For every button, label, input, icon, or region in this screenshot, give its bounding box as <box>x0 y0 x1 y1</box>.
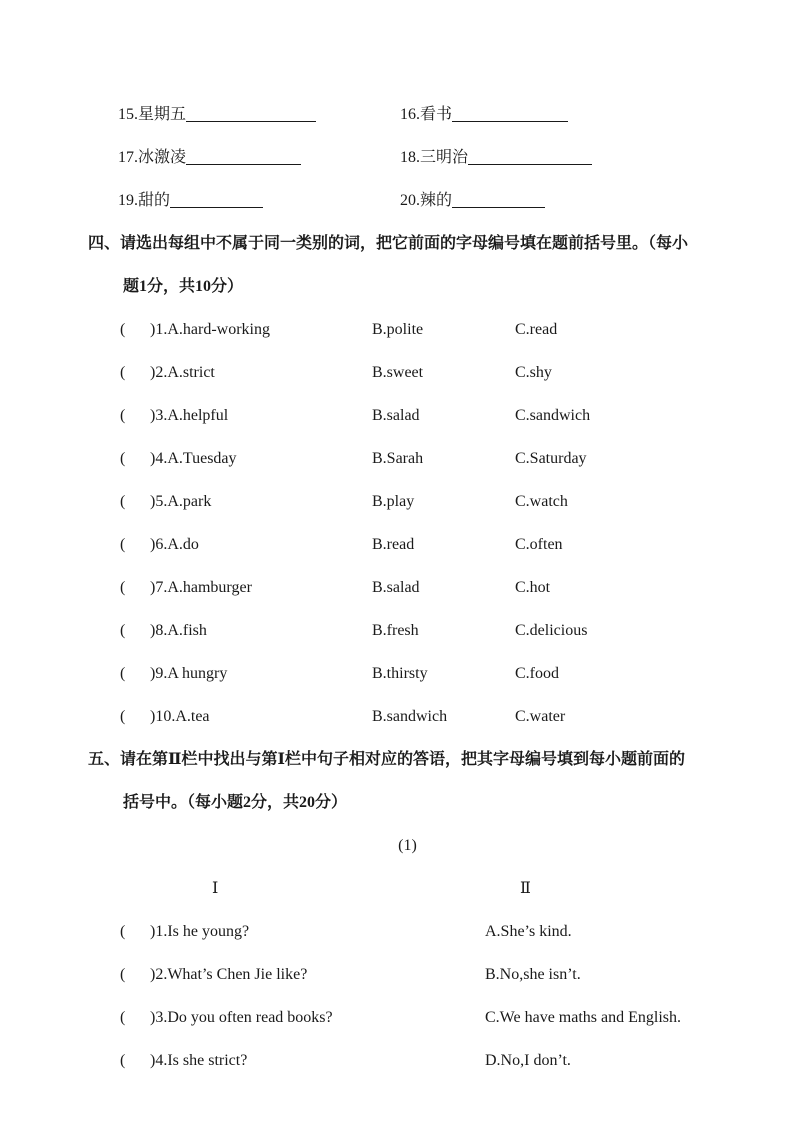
option-b: B.salad <box>372 579 420 596</box>
matching-row-4 <box>0 1050 793 1072</box>
answer-bracket: ( <box>120 407 126 424</box>
option-a: )8.A.fish <box>150 622 207 639</box>
option-c: C.food <box>515 665 559 682</box>
option-a: )6.A.do <box>150 536 199 553</box>
option-b: B.thirsty <box>372 665 428 682</box>
odd-one-out-row-10 <box>0 706 793 728</box>
answer-bracket: ( <box>120 450 126 467</box>
answer-bracket: ( <box>120 923 126 940</box>
section5-heading-line1: 五、请在第Ⅱ栏中找出与第Ⅰ栏中句子相对应的答语，把其字母编号填到每小题前面的 <box>88 751 685 768</box>
question-text: )4.Is she strict? <box>150 1052 248 1069</box>
option-c: C.read <box>515 321 558 338</box>
column-header-ii: Ⅱ <box>520 880 531 897</box>
section4-heading-line2: 题1分，共10分） <box>123 278 244 295</box>
option-a: )4.A.Tuesday <box>150 450 237 467</box>
odd-one-out-row-9 <box>0 663 793 685</box>
vocab-row-3 <box>0 190 793 212</box>
question-text: )3.Do you often read books? <box>150 1009 333 1026</box>
answer-bracket: ( <box>120 364 126 381</box>
vocab-blank-19 <box>170 192 263 208</box>
option-b: B.read <box>372 536 415 553</box>
answer-bracket: ( <box>120 1009 126 1026</box>
section5-heading-line2: 括号中。（每小题2分，共20分） <box>123 794 348 811</box>
vocab-item-19-label: 19.甜的 <box>118 192 171 209</box>
option-c: C.sandwich <box>515 407 591 424</box>
vocab-blank-20 <box>452 192 545 208</box>
option-b: B.play <box>372 493 415 510</box>
answer-text: B.No,she isn’t. <box>485 966 581 983</box>
option-b: B.sweet <box>372 364 424 381</box>
vocab-row-1 <box>0 104 793 126</box>
answer-text: C.We have maths and English. <box>485 1009 682 1026</box>
odd-one-out-row-1 <box>0 319 793 341</box>
odd-one-out-row-7 <box>0 577 793 599</box>
vocab-blank-16 <box>452 106 568 122</box>
vocab-item-20 <box>400 190 545 212</box>
column-headers <box>0 878 793 900</box>
option-b: B.Sarah <box>372 450 424 467</box>
matching-row-1 <box>0 921 793 943</box>
answer-bracket: ( <box>120 1052 126 1069</box>
vocab-blank-18 <box>468 149 592 165</box>
vocab-item-16 <box>400 104 568 126</box>
option-c: C.often <box>515 536 563 553</box>
part-label: (1) <box>398 837 417 854</box>
answer-bracket: ( <box>120 321 126 338</box>
matching-row-3 <box>0 1007 793 1029</box>
vocab-item-17-label: 17.冰激凌 <box>118 149 187 166</box>
vocab-row-2 <box>0 147 793 169</box>
section4-heading-line1: 四、请选出每组中不属于同一类别的词，把它前面的字母编号填在题前括号里。（每小 <box>88 235 689 252</box>
answer-bracket: ( <box>120 966 126 983</box>
vocab-item-20-label: 20.辣的 <box>400 192 453 209</box>
odd-one-out-row-3 <box>0 405 793 427</box>
vocab-item-15-label: 15.星期五 <box>118 106 187 123</box>
vocab-item-15 <box>118 104 400 126</box>
option-a: )7.A.hamburger <box>150 579 252 596</box>
option-b: B.polite <box>372 321 424 338</box>
matching-row-2 <box>0 964 793 986</box>
answer-bracket: ( <box>120 579 126 596</box>
vocab-item-19 <box>118 190 400 212</box>
vocab-blank-17 <box>186 149 301 165</box>
odd-one-out-row-2 <box>0 362 793 384</box>
answer-bracket: ( <box>120 622 126 639</box>
odd-one-out-row-4 <box>0 448 793 470</box>
option-b: B.fresh <box>372 622 419 639</box>
option-b: B.sandwich <box>372 708 448 725</box>
vocab-item-18-label: 18.三明治 <box>400 149 469 166</box>
option-c: C.watch <box>515 493 568 510</box>
column-header-i: Ⅰ <box>212 880 219 897</box>
answer-bracket: ( <box>120 536 126 553</box>
question-text: )1.Is he young? <box>150 923 250 940</box>
answer-text: A.She’s kind. <box>485 923 572 940</box>
vocab-item-18 <box>400 147 592 169</box>
option-c: C.shy <box>515 364 552 381</box>
odd-one-out-row-6 <box>0 534 793 556</box>
option-a: )5.A.park <box>150 493 212 510</box>
option-a: )2.A.strict <box>150 364 215 381</box>
option-a: )10.A.tea <box>150 708 210 725</box>
option-c: C.water <box>515 708 566 725</box>
option-c: C.hot <box>515 579 551 596</box>
question-text: )2.What’s Chen Jie like? <box>150 966 308 983</box>
option-a: )3.A.helpful <box>150 407 229 424</box>
odd-one-out-row-8 <box>0 620 793 642</box>
option-a: )9.A hungry <box>150 665 228 682</box>
answer-bracket: ( <box>120 708 126 725</box>
vocab-blank-15 <box>186 106 316 122</box>
answer-text: D.No,I don’t. <box>485 1052 571 1069</box>
answer-bracket: ( <box>120 493 126 510</box>
option-c: C.delicious <box>515 622 588 639</box>
vocab-item-17 <box>118 147 400 169</box>
vocab-item-16-label: 16.看书 <box>400 106 453 123</box>
odd-one-out-row-5 <box>0 491 793 513</box>
answer-bracket: ( <box>120 665 126 682</box>
option-a: )1.A.hard-working <box>150 321 270 338</box>
option-b: B.salad <box>372 407 420 424</box>
option-c: C.Saturday <box>515 450 587 467</box>
